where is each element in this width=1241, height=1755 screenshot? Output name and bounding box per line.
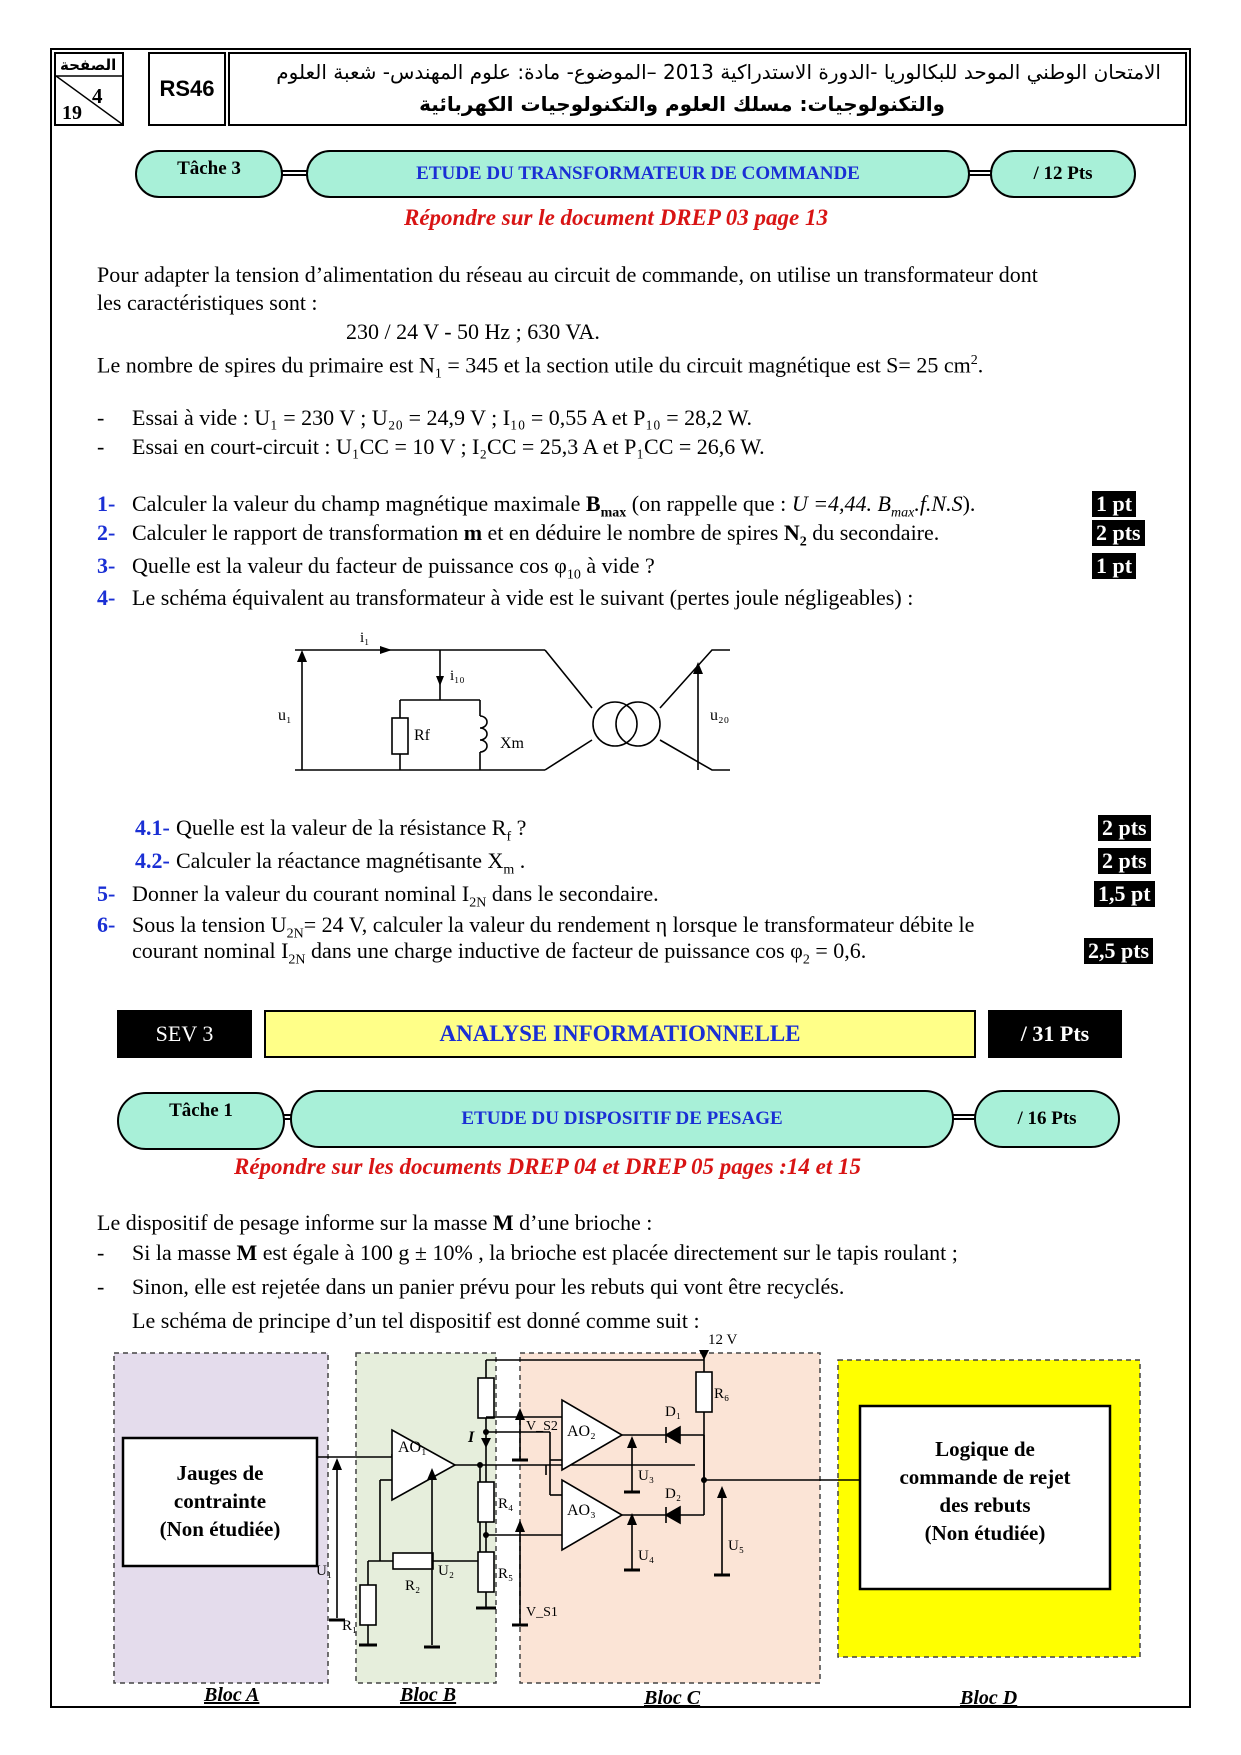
logique-line2: commande de rejet <box>899 1465 1071 1489</box>
sev3-points: / 31 Pts <box>988 1010 1122 1058</box>
jauges-line1: Jauges de <box>176 1461 264 1485</box>
bloc-a-label: Bloc A <box>204 1684 260 1706</box>
task1-connector-right <box>952 1114 976 1120</box>
q1-number: 1- <box>97 491 116 516</box>
task3-title: ETUDE DU TRANSFORMATEUR DE COMMANDE <box>306 150 970 198</box>
q42-points: 2 pts <box>1098 848 1151 874</box>
label-ao1: AO₁ <box>398 1439 427 1456</box>
q2-points: 2 pts <box>1092 520 1145 546</box>
bullet2: Sinon, elle est rejetée dans un panier prévu pour les rebuts qui vont être recyclés. <box>132 1274 845 1299</box>
bloc-d-label: Bloc D <box>960 1687 1018 1709</box>
essai-cc: Essai en court-circuit : U₁CC = 10 V ; I₂CC = 25,3 A et P₁CC = 26,6 W. <box>132 434 765 459</box>
label-i1: i₁ <box>360 630 370 646</box>
page-label: الصفحة <box>60 56 117 74</box>
page-total: 19 <box>62 102 82 124</box>
label-ao2: AO₂ <box>567 1423 596 1440</box>
schema-intro: Le schéma de principe d’un tel dispositif est donné comme suit : <box>132 1308 700 1333</box>
essai-vide: Essai à vide : U₁ = 230 V ; U₂₀ = 24,9 V ; I₁₀ = 0,55 A et P₁₀ = 28,2 W. <box>132 405 752 430</box>
label-u5: U₅ <box>728 1538 745 1554</box>
bullet2-dash: - <box>97 1274 105 1299</box>
q3-points: 1 pt <box>1092 553 1136 579</box>
page-number-box <box>54 52 124 126</box>
bloc-b-area <box>356 1353 496 1683</box>
essai-cc-dash: - <box>97 434 105 459</box>
label-u4: U₄ <box>638 1548 655 1564</box>
sev3-title: ANALYSE INFORMATIONNELLE <box>264 1010 976 1058</box>
q42-number: 4.2- <box>135 848 170 873</box>
q41-points: 2 pts <box>1098 815 1151 841</box>
q3-number: 3- <box>97 553 116 578</box>
spires-line: Le nombre de spires du primaire est $N_1 = 345$ et la section utile du circuit magnétique est S= 25 $cm^2$. <box>97 352 984 382</box>
label-d2: D₂ <box>665 1486 682 1502</box>
q3-text: Quelle est la valeur du facteur de puissance $\cos \varphi_{10}$ à vide ? <box>132 553 655 583</box>
label-u2: U₂ <box>438 1563 455 1579</box>
label-xm: Xm <box>500 735 524 752</box>
intro-line2: les caractéristiques sont : <box>97 290 318 315</box>
bloc-c-label: Bloc C <box>644 1687 701 1709</box>
task1-label: Tâche 1 <box>117 1092 285 1150</box>
task3-connector-left <box>282 170 308 176</box>
q5-points: 1,5 pt <box>1094 881 1155 907</box>
u1-arrow <box>297 650 307 662</box>
logique-line3: des rebuts <box>939 1493 1031 1517</box>
sev3-label: SEV 3 <box>117 1010 252 1058</box>
label-r5: R₅ <box>498 1566 514 1582</box>
exam-title <box>228 52 1187 126</box>
q6-points: 2,5 pts <box>1084 938 1153 964</box>
page-number: 4 <box>92 84 103 108</box>
label-u1: U₁ <box>316 1563 333 1579</box>
q6-number: 6- <box>97 912 116 937</box>
q2-text: Calculer le rapport de transformation m et en déduire le nombre de spires $N_2$ du secondaire. <box>132 520 940 550</box>
label-vs1: V_S1 <box>526 1605 558 1620</box>
label-u1: u₁ <box>278 707 292 724</box>
label-12v: 12 V <box>708 1332 738 1348</box>
task3-label: Tâche 3 <box>135 150 283 198</box>
logique-line4: (Non étudiée) <box>924 1521 1046 1545</box>
q1-text: Calculer la valeur du champ magnétique maximale $B_{max}$ (on rappelle que : U =4,44. $B_{max}.f.N.S$). <box>132 491 976 521</box>
bloc-b-label: Bloc B <box>400 1684 457 1706</box>
essai-vide-dash: - <box>97 405 105 430</box>
q41-text: Quelle est la valeur de la résistance $R_f$ ? <box>176 815 527 845</box>
bullet1-dash: - <box>97 1240 105 1265</box>
q4-number: 4- <box>97 585 116 610</box>
label-ao3: AO₃ <box>567 1502 596 1519</box>
task1-instruction: Répondre sur les documents DREP 04 et DREP 05 pages :14 et 15 <box>234 1154 861 1179</box>
label-r2: R₂ <box>405 1578 421 1594</box>
q1-points: 1 pt <box>1092 491 1136 517</box>
task1-points: / 16 Pts <box>974 1090 1120 1148</box>
pesage-intro: Le dispositif de pesage informe sur la masse M d’une brioche : <box>97 1210 653 1235</box>
task1-title: ETUDE DU DISPOSITIF DE PESAGE <box>290 1090 954 1148</box>
jauges-line3: (Non étudiée) <box>159 1517 281 1541</box>
q42-text: Calculer la réactance magnétisante $X_m$ . <box>176 848 526 878</box>
transformer-specs: 230 / 24 V - 50 Hz ; 630 VA. <box>346 319 600 344</box>
q5-number: 5- <box>97 881 116 906</box>
weighing-device-schema <box>110 1320 1146 1700</box>
label-i10: i₁₀ <box>450 668 465 684</box>
label-r4: R₄ <box>498 1496 514 1512</box>
exam-title-line1: الامتحان الوطني الموحد للبكالوريا -الدورة الاستدراكية 2013 –الموضوع- مادة: علوم المهندس- شعبة العلوم <box>276 60 1161 84</box>
exam-code: RS46 <box>148 52 226 126</box>
exam-title-line2: والتكنولوجيات: مسلك العلوم والتكنولوجيات الكهربائية <box>419 92 945 116</box>
q6-line1: Sous la tension $U_{2N}= 24$ V, calculer la valeur du rendement η lorsque le transformateur débite le <box>132 912 975 942</box>
label-u20: u₂₀ <box>710 707 730 724</box>
label-r6: R₆ <box>714 1386 730 1402</box>
q41-number: 4.1- <box>135 815 170 840</box>
jauges-line2: contrainte <box>173 1489 267 1513</box>
task3-instruction: Répondre sur le document DREP 03 page 13 <box>404 205 829 230</box>
u1-arrow-head <box>332 1458 342 1470</box>
i10-arrow <box>436 676 444 686</box>
q6-line2: courant nominal $I_{2N}$ dans une charge inductive de facteur de puissance $\cos \varphi_2 = 0,6$. <box>132 938 867 968</box>
label-rf: Rf <box>414 727 430 744</box>
transformer-equivalent-schema <box>260 620 730 800</box>
label-current-i: I <box>468 1429 475 1446</box>
task3-points: / 12 Pts <box>990 150 1136 198</box>
label-d1: D₁ <box>665 1404 682 1420</box>
i1-arrow <box>380 646 392 654</box>
label-vs2: V_S2 <box>526 1419 558 1434</box>
logique-line1: Logique de <box>935 1437 1035 1461</box>
q4-text: Le schéma équivalent au transformateur à vide est le suivant (pertes joule négligeables) : <box>132 585 914 610</box>
q2-number: 2- <box>97 520 116 545</box>
task3-connector-right <box>968 170 992 176</box>
q5-text: Donner la valeur du courant nominal $I_{2N}$ dans le secondaire. <box>132 881 659 911</box>
label-u3: U₃ <box>638 1468 655 1484</box>
intro-line1: Pour adapter la tension d’alimentation du réseau au circuit de commande, on utilise un transformateur dont <box>97 262 1038 287</box>
label-r1: R₁ <box>342 1618 358 1634</box>
bullet1: Si la masse M est égale à 100 g ± 10% , la brioche est placée directement sur le tapis roulant ; <box>132 1240 958 1265</box>
